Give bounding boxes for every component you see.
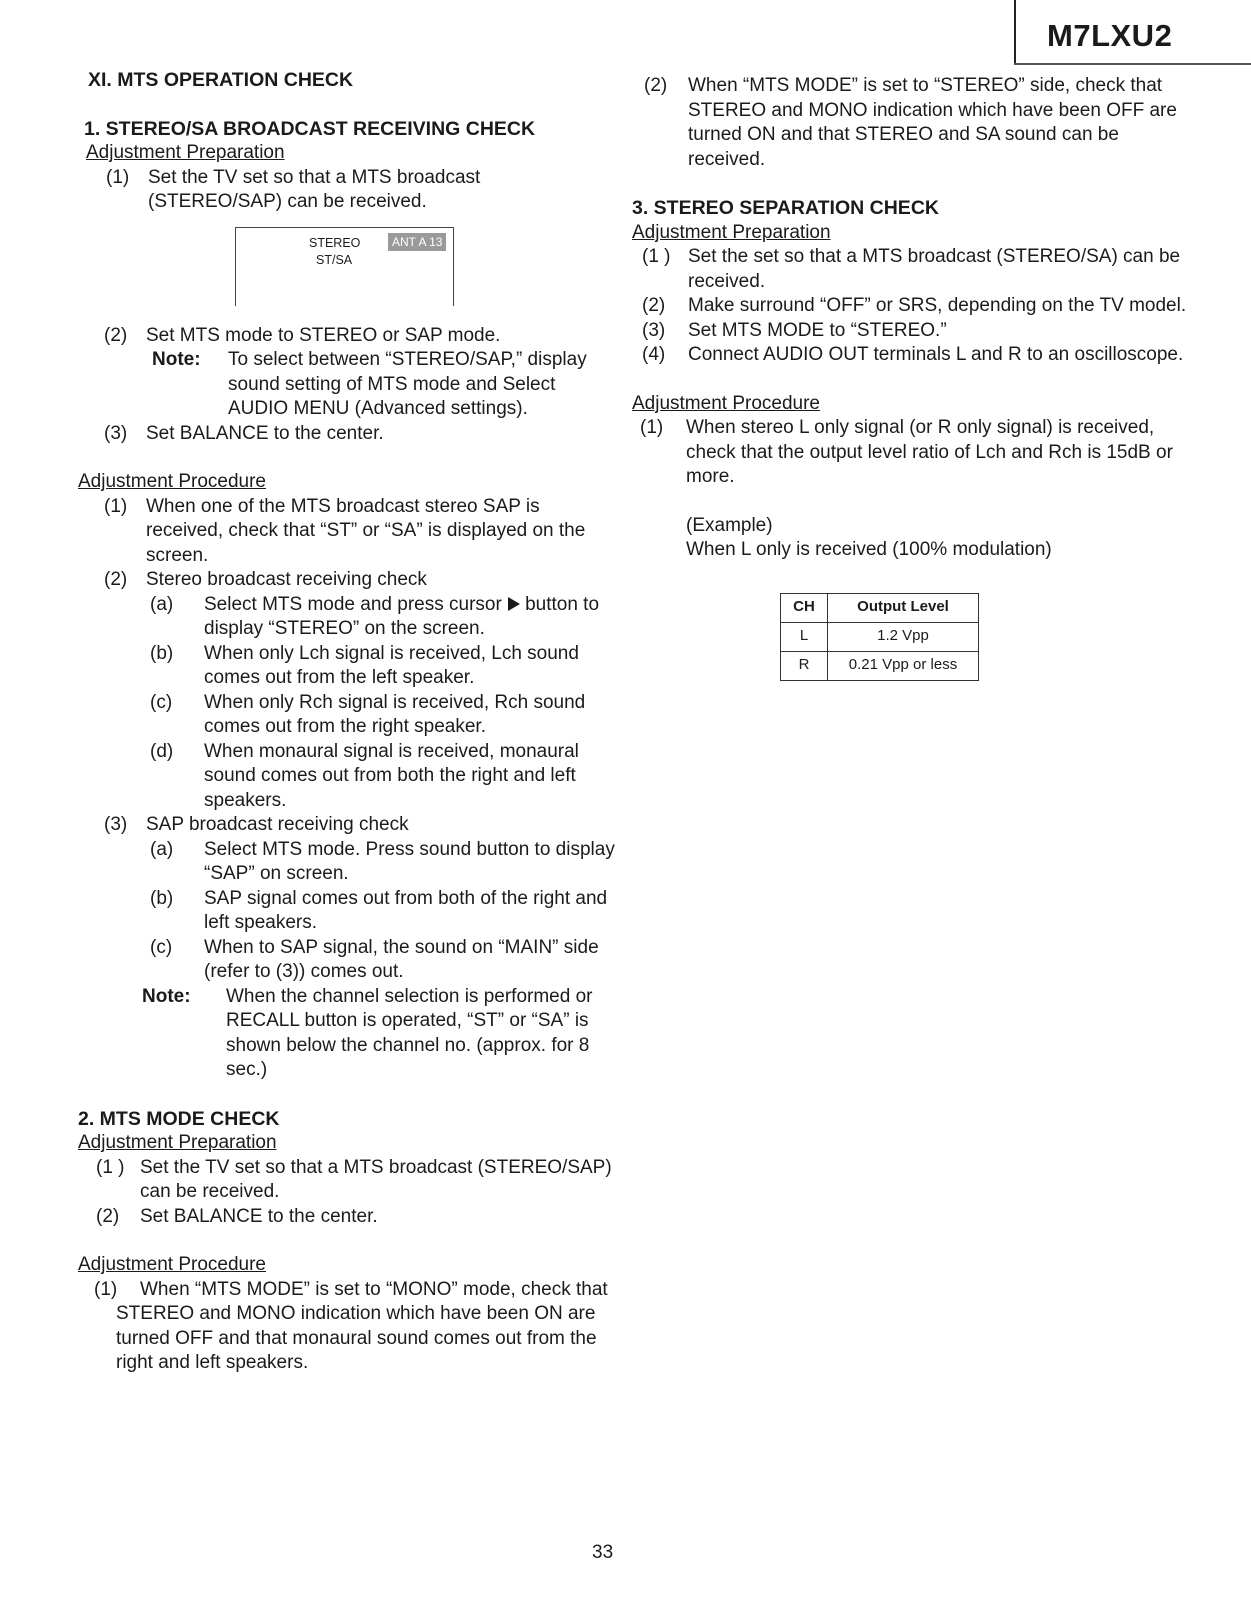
s1-proc-2d: (d) When monaural signal is received, monaural sound comes out from both the right and left speakers. <box>150 740 579 811</box>
s1-prep-1: (1) Set the TV set so that a MTS broadcast (STEREO/SAP) can be received. <box>106 166 481 212</box>
table-header-output-level: Output Level <box>828 593 979 622</box>
s2-prep-title: Adjustment Preparation <box>78 1132 277 1153</box>
screen-stereo-label: STEREO <box>309 235 361 250</box>
s3-example-label: (Example) <box>686 514 773 536</box>
output-level-table <box>780 593 979 681</box>
s3-proc-1: (1) When stereo L only signal (or R only signal) is received, check that the output level ratio of Lch and Rch is 15dB or more. <box>640 417 1173 487</box>
s1-proc-2: (2) Stereo broadcast receiving check <box>104 569 427 590</box>
s1-proc-3a: (a) Select MTS mode. Press sound button to display “SAP” on screen. <box>150 838 615 884</box>
s1-proc-3c: (c) When to SAP signal, the sound on “MAIN” side (refer to (3)) comes out. <box>150 936 599 982</box>
s3-prep-1: (1 ) Set the set so that a MTS broadcast (STEREO/SA) can be received. <box>642 246 1181 292</box>
s1-proc-1: (1) When one of the MTS broadcast stereo SAP is received, check that “ST” or “SA” is displayed on the screen. <box>104 495 586 566</box>
table-header-row <box>781 593 979 622</box>
s3-prep-2: (2) Make surround “OFF” or SRS, depending on the TV model. <box>642 295 1187 316</box>
s1-prep-3: (3) Set BALANCE to the center. <box>104 422 384 444</box>
s3-prep-3: (3) Set MTS MODE to “STEREO.” <box>642 319 947 341</box>
table-cell: L <box>781 622 828 651</box>
s3-prep-title: Adjustment Preparation <box>632 221 831 243</box>
s1-prep-title: Adjustment Preparation <box>86 142 285 163</box>
s3-proc-title: Adjustment Procedure <box>632 392 820 414</box>
s3-example-text: When L only is received (100% modulation) <box>686 539 1052 560</box>
s1-prep-2: (2) Set MTS mode to STEREO or SAP mode. <box>104 324 501 346</box>
s2-proc-1: (1) When “MTS MODE” is set to “MONO” mode, check that STEREO and MONO indication which have been ON are turned OFF and that monaural sound comes out from the right and left speakers. <box>94 1278 608 1373</box>
s2-prep-1: (1 ) Set the TV set so that a MTS broadcast (STEREO/SAP) can be received. <box>96 1156 612 1202</box>
s1-proc-2b: (b) When only Lch signal is received, Lch sound comes out from the left speaker. <box>150 642 579 688</box>
left-column <box>78 68 618 1376</box>
s1-proc-3b: (b) SAP signal comes out from both of the right and left speakers. <box>150 887 608 933</box>
header-divider-vertical <box>1014 0 1016 64</box>
s1-title: 1. STEREO/SA BROADCAST RECEIVING CHECK <box>84 117 536 140</box>
page-number: 33 <box>592 1542 614 1563</box>
table-row <box>781 622 979 651</box>
table-header-ch: CH <box>781 593 828 622</box>
model-number: M7LXU2 <box>1047 18 1173 53</box>
s1-proc-2c: (c) When only Rch signal is received, Rch sound comes out from the right speaker. <box>150 691 586 737</box>
screen-stsa-label: ST/SA <box>316 252 353 267</box>
cursor-right-arrow-icon <box>508 597 520 611</box>
s1-proc-note: Note: When the channel selection is performed or RECALL button is operated, “ST” or “SA” is shown below the channel no. (approx. for 8 sec.) <box>142 985 593 1080</box>
s1-prep-note: Note: To select between “STEREO/SAP,” display sound setting of MTS mode and Select AUDIO MENU (Advanced settings). <box>152 349 587 419</box>
table-cell: 1.2 Vpp <box>828 622 979 651</box>
table-cell: 0.21 Vpp or less <box>828 651 979 680</box>
s2-title: 2. MTS MODE CHECK <box>78 1107 280 1130</box>
s2-prep-2: (2) Set BALANCE to the center. <box>96 1205 378 1227</box>
s1-proc-2a: (a) Select MTS mode and press cursor button to display “STEREO” on the screen. <box>150 593 600 639</box>
s2-proc-2: (2) When “MTS MODE” is set to “STEREO” side, check that STEREO and MONO indication which have been OFF are turned ON and that STEREO and SA sound can be received. <box>644 75 1177 170</box>
s2-proc-title: Adjustment Procedure <box>78 1254 266 1275</box>
table-cell: R <box>781 651 828 680</box>
right-column <box>632 74 1192 681</box>
s1-proc-3: (3) SAP broadcast receiving check <box>104 814 409 835</box>
s3-prep-4: (4) Connect AUDIO OUT terminals L and R to an oscilloscope. <box>642 344 1184 365</box>
header-divider-horizontal <box>1014 63 1251 65</box>
screen-display-illustration <box>235 227 454 306</box>
s3-title: 3. STEREO SEPARATION CHECK <box>632 197 939 219</box>
screen-channel-badge: ANT A 13 <box>388 233 446 251</box>
s1-proc-title: Adjustment Procedure <box>78 471 266 492</box>
table-row <box>781 651 979 680</box>
section-title: XI. MTS OPERATION CHECK <box>88 69 354 91</box>
